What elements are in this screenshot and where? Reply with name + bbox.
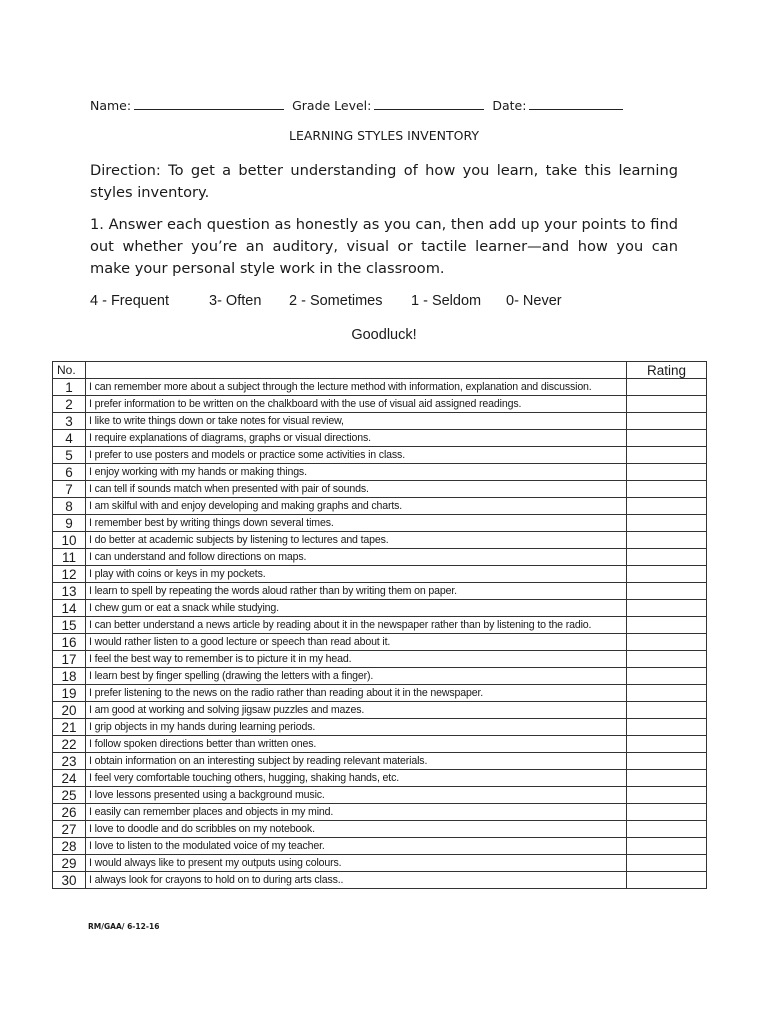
rating-cell[interactable]	[627, 617, 707, 634]
rating-cell[interactable]	[627, 583, 707, 600]
table-row	[53, 753, 707, 770]
header-statement	[86, 362, 627, 379]
row-number: 15	[53, 617, 86, 634]
table-row	[53, 702, 707, 719]
student-info-line	[90, 97, 690, 113]
scale-4: 4 - Frequent	[90, 293, 169, 309]
row-statement: I learn best by finger spelling (drawing the letters with a finger).	[86, 668, 627, 685]
row-statement: I play with coins or keys in my pockets.	[86, 566, 627, 583]
table-row	[53, 617, 707, 634]
inventory-table	[52, 361, 707, 889]
row-statement: I remember best by writing things down several times.	[86, 515, 627, 532]
table-row	[53, 532, 707, 549]
row-statement: I prefer to use posters and models or practice some activities in class.	[86, 447, 627, 464]
rating-cell[interactable]	[627, 804, 707, 821]
scale-3: 3- Often	[209, 293, 262, 309]
rating-cell[interactable]	[627, 821, 707, 838]
row-number: 2	[53, 396, 86, 413]
row-number: 6	[53, 464, 86, 481]
row-statement: I chew gum or eat a snack while studying.	[86, 600, 627, 617]
row-number: 4	[53, 430, 86, 447]
row-number: 13	[53, 583, 86, 600]
row-statement: I am good at working and solving jigsaw puzzles and mazes.	[86, 702, 627, 719]
rating-cell[interactable]	[627, 685, 707, 702]
row-number: 28	[53, 838, 86, 855]
rating-cell[interactable]	[627, 447, 707, 464]
row-statement: I can remember more about a subject through the lecture method with information, explanation and discussion.	[86, 379, 627, 396]
table-row	[53, 770, 707, 787]
table-row	[53, 566, 707, 583]
row-statement: I can tell if sounds match when presented with pair of sounds.	[86, 481, 627, 498]
row-statement: I prefer information to be written on the chalkboard with the use of visual aid assigned readings.	[86, 396, 627, 413]
table-row	[53, 685, 707, 702]
name-field[interactable]	[134, 97, 284, 110]
table-row	[53, 872, 707, 889]
rating-cell[interactable]	[627, 413, 707, 430]
row-statement: I learn to spell by repeating the words aloud rather than by writing them on paper.	[86, 583, 627, 600]
rating-cell[interactable]	[627, 549, 707, 566]
row-number: 8	[53, 498, 86, 515]
table-row	[53, 600, 707, 617]
row-number: 11	[53, 549, 86, 566]
table-row	[53, 804, 707, 821]
rating-cell[interactable]	[627, 702, 707, 719]
rating-cell[interactable]	[627, 481, 707, 498]
row-statement: I would always like to present my outputs using colours.	[86, 855, 627, 872]
row-number: 9	[53, 515, 86, 532]
table-row	[53, 855, 707, 872]
row-number: 24	[53, 770, 86, 787]
table-row	[53, 515, 707, 532]
goodluck-text: Goodluck!	[351, 327, 417, 343]
document-title: LEARNING STYLES INVENTORY	[289, 128, 479, 143]
table-row	[53, 787, 707, 804]
row-statement: I can better understand a news article by reading about it in the newspaper rather than by listening to the radio.	[86, 617, 627, 634]
table-header-row	[53, 362, 707, 379]
row-statement: I obtain information on an interesting subject by reading relevant materials.	[86, 753, 627, 770]
table-row	[53, 430, 707, 447]
table-row	[53, 413, 707, 430]
row-number: 3	[53, 413, 86, 430]
rating-cell[interactable]	[627, 872, 707, 889]
rating-cell[interactable]	[627, 787, 707, 804]
date-field[interactable]	[529, 97, 623, 110]
row-statement: I love to doodle and do scribbles on my notebook.	[86, 821, 627, 838]
table-row	[53, 651, 707, 668]
row-number: 25	[53, 787, 86, 804]
date-label: Date:	[492, 98, 527, 113]
table-row	[53, 379, 707, 396]
table-row	[53, 498, 707, 515]
header-no: No.	[53, 362, 86, 379]
row-statement: I love lessons presented using a background music.	[86, 787, 627, 804]
grade-level-label: Grade Level:	[292, 98, 372, 113]
rating-cell[interactable]	[627, 515, 707, 532]
row-statement: I prefer listening to the news on the radio rather than reading about it in the newspaper.	[86, 685, 627, 702]
rating-cell[interactable]	[627, 736, 707, 753]
rating-cell[interactable]	[627, 464, 707, 481]
row-number: 22	[53, 736, 86, 753]
table-row	[53, 481, 707, 498]
rating-cell[interactable]	[627, 634, 707, 651]
row-number: 19	[53, 685, 86, 702]
table-row	[53, 719, 707, 736]
row-number: 18	[53, 668, 86, 685]
table-row	[53, 549, 707, 566]
row-number: 17	[53, 651, 86, 668]
row-statement: I like to write things down or take notes for visual review,	[86, 413, 627, 430]
row-statement: I easily can remember places and objects in my mind.	[86, 804, 627, 821]
row-statement: I enjoy working with my hands or making things.	[86, 464, 627, 481]
row-number: 16	[53, 634, 86, 651]
row-number: 14	[53, 600, 86, 617]
header-rating: Rating	[627, 362, 707, 379]
rating-cell[interactable]	[627, 532, 707, 549]
row-statement: I would rather listen to a good lecture or speech than read about it.	[86, 634, 627, 651]
row-statement: I feel the best way to remember is to picture it in my head.	[86, 651, 627, 668]
row-number: 21	[53, 719, 86, 736]
row-number: 12	[53, 566, 86, 583]
name-label: Name:	[90, 98, 132, 113]
rating-cell[interactable]	[627, 719, 707, 736]
table-row	[53, 464, 707, 481]
row-number: 30	[53, 872, 86, 889]
scale-2: 2 - Sometimes	[289, 293, 383, 309]
grade-level-field[interactable]	[374, 97, 484, 110]
rating-cell[interactable]	[627, 379, 707, 396]
table-row	[53, 396, 707, 413]
footer-code: RM/GAA/ 6-12-16	[88, 922, 160, 931]
row-number: 5	[53, 447, 86, 464]
row-number: 10	[53, 532, 86, 549]
rating-cell[interactable]	[627, 396, 707, 413]
rating-cell[interactable]	[627, 753, 707, 770]
instruction-paragraph: 1. Answer each question as honestly as you can, then add up your points to find out whether you’re an auditory, visual or tactile learner—and how you can make your personal style work in the classroom.	[90, 216, 678, 277]
row-statement: I always look for crayons to hold on to during arts class..	[86, 872, 627, 889]
row-statement: I can understand and follow directions on maps.	[86, 549, 627, 566]
table-row	[53, 447, 707, 464]
row-statement: I love to listen to the modulated voice of my teacher.	[86, 838, 627, 855]
row-number: 26	[53, 804, 86, 821]
direction-paragraph: Direction: To get a better understanding of how you learn, take this learning styles inventory.	[90, 162, 678, 201]
rating-cell[interactable]	[627, 855, 707, 872]
row-number: 1	[53, 379, 86, 396]
table-row	[53, 838, 707, 855]
table-row	[53, 821, 707, 838]
row-statement: I grip objects in my hands during learning periods.	[86, 719, 627, 736]
row-number: 29	[53, 855, 86, 872]
row-statement: I feel very comfortable touching others, hugging, shaking hands, etc.	[86, 770, 627, 787]
rating-cell[interactable]	[627, 838, 707, 855]
row-statement: I follow spoken directions better than written ones.	[86, 736, 627, 753]
row-number: 20	[53, 702, 86, 719]
rating-cell[interactable]	[627, 600, 707, 617]
scale-1: 1 - Seldom	[411, 293, 482, 309]
row-number: 7	[53, 481, 86, 498]
rating-cell[interactable]	[627, 498, 707, 515]
row-statement: I require explanations of diagrams, graphs or visual directions.	[86, 430, 627, 447]
rating-cell[interactable]	[627, 770, 707, 787]
row-number: 23	[53, 753, 86, 770]
row-statement: I am skilful with and enjoy developing and making graphs and charts.	[86, 498, 627, 515]
rating-cell[interactable]	[627, 651, 707, 668]
table-row	[53, 736, 707, 753]
table-row	[53, 583, 707, 600]
row-statement: I do better at academic subjects by listening to lectures and tapes.	[86, 532, 627, 549]
row-number: 27	[53, 821, 86, 838]
table-row	[53, 668, 707, 685]
rating-cell[interactable]	[627, 430, 707, 447]
scale-0: 0- Never	[506, 293, 562, 309]
rating-cell[interactable]	[627, 668, 707, 685]
rating-cell[interactable]	[627, 566, 707, 583]
table-row	[53, 634, 707, 651]
